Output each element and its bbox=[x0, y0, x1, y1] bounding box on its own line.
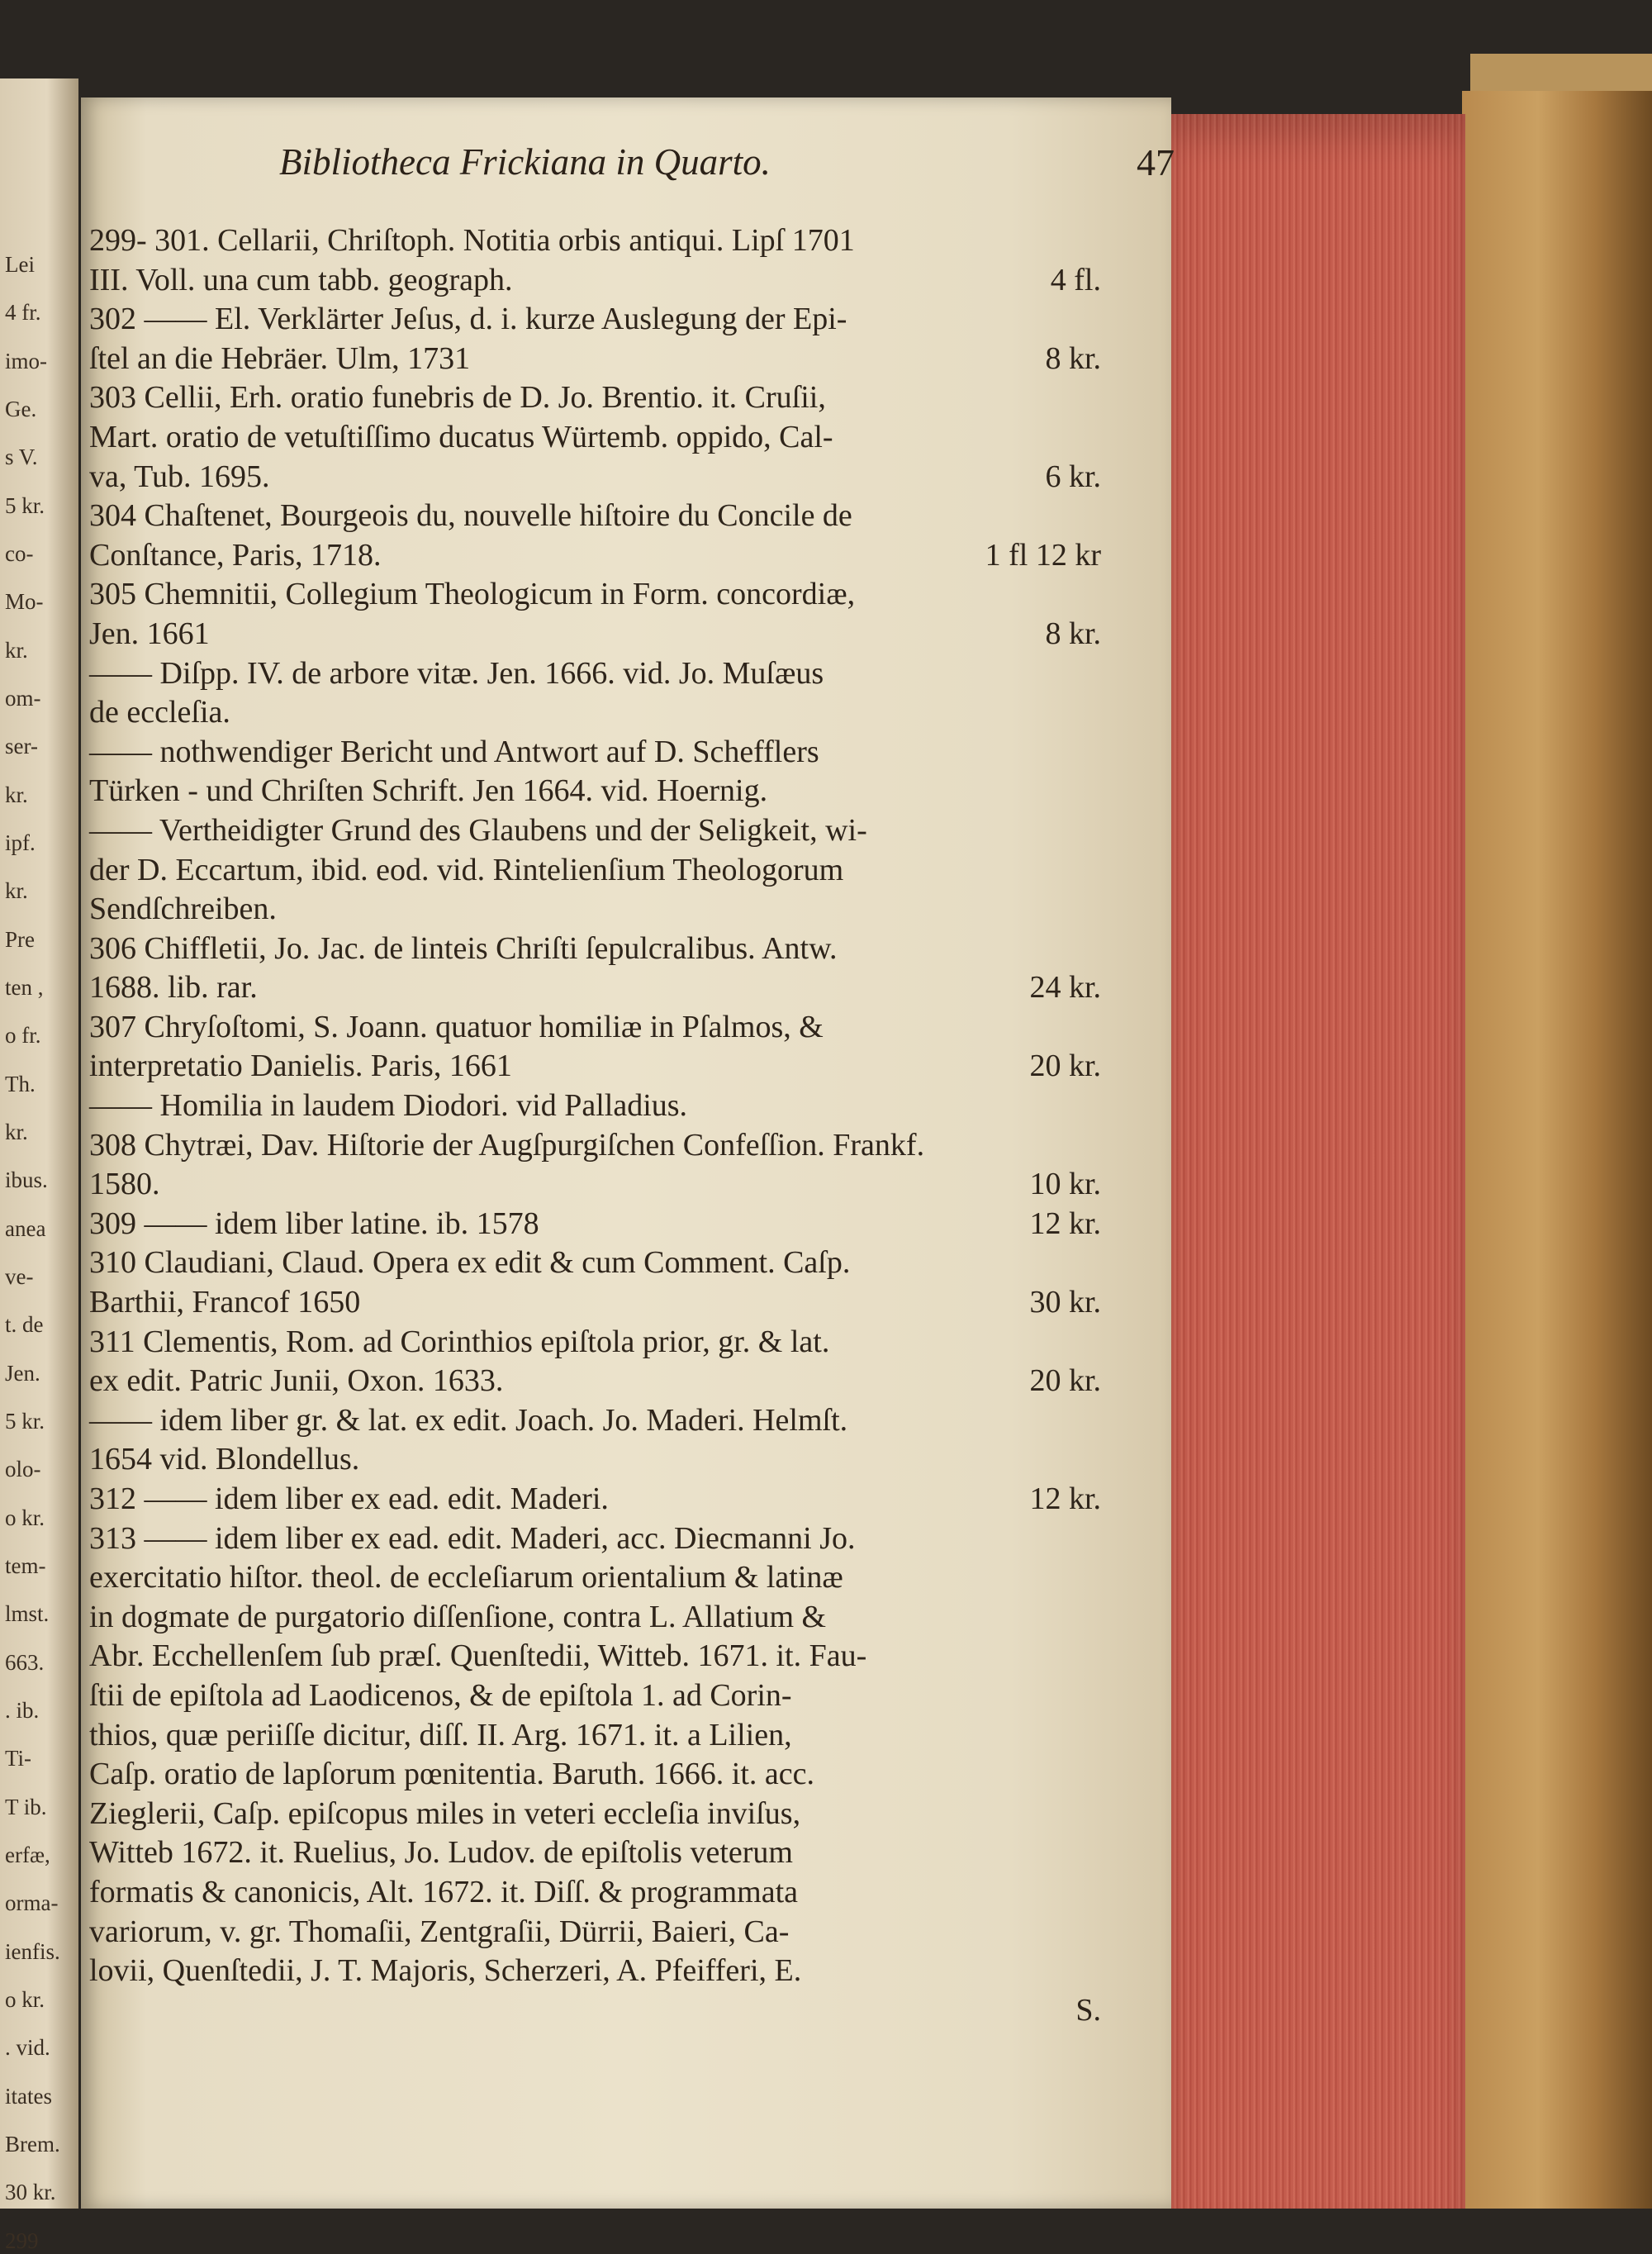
catalog-line bbox=[89, 340, 1101, 379]
margin-fragment: o fr. bbox=[5, 1023, 41, 1049]
catalog-line bbox=[89, 851, 1101, 891]
catalog-line bbox=[89, 693, 1101, 733]
margin-fragment: olo- bbox=[5, 1457, 41, 1482]
catalog-line bbox=[89, 1205, 1101, 1244]
margin-fragment: 30 kr. bbox=[5, 2180, 56, 2205]
catalog-line bbox=[89, 221, 1101, 261]
catalog-line bbox=[89, 811, 1101, 851]
margin-fragment: orma- bbox=[5, 1890, 59, 1916]
line-text: Abr. Ecchellenſem ſub præſ. Quenſtedii, Witteb. 1671. it. Fau- bbox=[89, 1638, 867, 1674]
line-text: 310 Claudiani, Claud. Opera ex edit & cum Comment. Caſp. bbox=[89, 1245, 851, 1281]
catalog-line bbox=[89, 458, 1101, 497]
page-number: 47 bbox=[1137, 141, 1175, 183]
line-text: —— Diſpp. IV. de arbore vitæ. Jen. 1666. vid. Jo. Muſæus bbox=[89, 655, 824, 691]
margin-fragment: Ti- bbox=[5, 1746, 32, 1771]
line-text: ex edit. Patric Junii, Oxon. 1633. bbox=[89, 1363, 504, 1399]
header-title: Bibliotheca Frickiana in Quarto. bbox=[279, 141, 771, 183]
catalog-line bbox=[89, 1087, 1101, 1126]
catalog-line bbox=[89, 1362, 1101, 1401]
margin-fragment: erfæ, bbox=[5, 1843, 50, 1867]
catalog-line bbox=[89, 536, 1101, 576]
margin-fragment: kr. bbox=[5, 1120, 28, 1144]
line-text: lovii, Quenſtedii, J. T. Majoris, Scherzeri, A. Pfeifferi, E. bbox=[89, 1953, 802, 1989]
line-text: exercitatio hiſtor. theol. de eccleſiarum orientalium & latinæ bbox=[89, 1560, 843, 1595]
book-binding bbox=[1462, 91, 1652, 2209]
line-text: —— idem liber gr. & lat. ex edit. Joach. Jo. Maderi. Helmſt. bbox=[89, 1402, 848, 1438]
margin-fragment: itates bbox=[5, 2083, 52, 2109]
margin-fragment: Jen. bbox=[5, 1360, 40, 1386]
catalog-line bbox=[89, 261, 1101, 301]
line-price: 8 kr. bbox=[1045, 616, 1101, 651]
margin-fragment: Brem. bbox=[5, 2132, 60, 2157]
line-text: 311 Clementis, Rom. ad Corinthios epiſtola prior, gr. & lat. bbox=[89, 1324, 830, 1359]
line-price: 30 kr. bbox=[1029, 1285, 1101, 1320]
line-text: Jen. 1661 bbox=[89, 616, 210, 651]
margin-fragment: kr. bbox=[5, 878, 28, 904]
margin-fragment: o kr. bbox=[5, 1505, 45, 1530]
catalog-line bbox=[89, 1519, 1101, 1559]
catalog-line bbox=[89, 1952, 1101, 1991]
facing-page-fragment bbox=[0, 78, 78, 2253]
line-text: Türken - und Chriſten Schrift. Jen 1664. vid. Hoernig. bbox=[89, 773, 768, 809]
catalog-line bbox=[89, 1598, 1101, 1638]
line-text: thios, quæ periiſſe dicitur, diſſ. II. Arg. 1671. it. a Lilien, bbox=[89, 1717, 792, 1752]
page-edges bbox=[1166, 114, 1465, 2209]
catalog-line bbox=[89, 1637, 1101, 1676]
margin-fragment: Ge. bbox=[5, 397, 37, 421]
catalog-line bbox=[89, 1047, 1101, 1087]
margin-fragment: kr. bbox=[5, 782, 28, 807]
catalog-line bbox=[89, 1401, 1101, 1441]
catalog-line bbox=[89, 1755, 1101, 1795]
line-price: 20 kr. bbox=[1029, 1363, 1101, 1399]
margin-fragment: imo- bbox=[5, 348, 47, 373]
margin-fragment: co- bbox=[5, 541, 34, 566]
line-text: ſtel an die Hebräer. Ulm, 1731 bbox=[89, 340, 471, 376]
catalog-entries bbox=[89, 221, 1101, 2030]
margin-fragment: ser- bbox=[5, 734, 38, 759]
catalog-line bbox=[89, 378, 1101, 418]
margin-fragment: Lei bbox=[5, 252, 35, 277]
line-text: 1654 vid. Blondellus. bbox=[89, 1442, 360, 1477]
line-text: interpretatio Danielis. Paris, 1661 bbox=[89, 1049, 512, 1084]
margin-fragment: Th. bbox=[5, 1071, 36, 1096]
line-text: —— nothwendiger Bericht und Antwort auf D. Schefflers bbox=[89, 734, 819, 769]
margin-fragment: lmst. bbox=[5, 1601, 50, 1627]
line-text: 308 Chytræi, Dav. Hiſtorie der Augſpurgiſchen Confeſſion. Frankf. bbox=[89, 1127, 925, 1163]
line-text: 312 —— idem liber ex ead. edit. Maderi. bbox=[89, 1481, 609, 1516]
line-text: Caſp. oratio de lapſorum pœnitentia. Baruth. 1666. it. acc. bbox=[89, 1757, 815, 1792]
catalog-line bbox=[89, 1165, 1101, 1205]
line-text: Mart. oratio de vetuſtiſſimo ducatus Würtemb. oppido, Cal- bbox=[89, 419, 833, 454]
line-text: 313 —— idem liber ex ead. edit. Maderi, acc. Diecmanni Jo. bbox=[89, 1520, 856, 1556]
catalog-line bbox=[89, 1873, 1101, 1913]
line-text: III. Voll. una cum tabb. geograph. bbox=[89, 262, 513, 297]
catalog-line bbox=[89, 1440, 1101, 1480]
line-text: 306 Chiffletii, Jo. Jac. de linteis Chriſti ſepulcralibus. Antw. bbox=[89, 930, 838, 966]
line-text: 305 Chemnitii, Collegium Theologicum in Form. concordiæ, bbox=[89, 577, 856, 612]
catalog-line bbox=[89, 1833, 1101, 1873]
catalog-line bbox=[89, 1716, 1101, 1756]
line-text: formatis & canonicis, Alt. 1672. it. Diſſ. & programmata bbox=[89, 1874, 799, 1909]
line-text: 303 Cellii, Erh. oratio funebris de D. Jo. Brentio. it. Cruſii, bbox=[89, 380, 826, 416]
line-price: 10 kr. bbox=[1029, 1167, 1101, 1202]
line-price: 12 kr. bbox=[1029, 1205, 1101, 1241]
catalog-line bbox=[89, 968, 1101, 1008]
margin-fragment: t. de bbox=[5, 1312, 44, 1338]
catalog-line bbox=[89, 1676, 1101, 1716]
margin-fragment: ipf. bbox=[5, 830, 36, 855]
catalog-line bbox=[89, 1283, 1101, 1323]
catalog-line bbox=[89, 930, 1101, 969]
catalog-line bbox=[89, 1323, 1101, 1362]
margin-fragment: kr. bbox=[5, 637, 28, 663]
catalog-line bbox=[89, 1913, 1101, 1952]
running-header bbox=[279, 140, 1180, 183]
margin-fragment: ibus. bbox=[5, 1167, 48, 1193]
line-text: 302 —— El. Verklärter Jeſus, d. i. kurze Auslegung der Epi- bbox=[89, 302, 847, 337]
line-text: Conſtance, Paris, 1718. bbox=[89, 537, 382, 573]
line-text: 307 Chryſoſtomi, S. Joann. quatuor homiliæ in Pſalmos, & bbox=[89, 1009, 824, 1044]
line-price: 4 fl. bbox=[1050, 262, 1101, 297]
line-text: de eccleſia. bbox=[89, 695, 230, 730]
margin-fragment: T ib. bbox=[5, 1794, 47, 1819]
line-text: in dogmate de purgatorio diſſenſione, contra L. Allatium & bbox=[89, 1599, 827, 1634]
line-text: der D. Eccartum, ibid. eod. vid. Rintelienſium Theologorum bbox=[89, 852, 844, 887]
line-price: 24 kr. bbox=[1029, 970, 1101, 1006]
catalog-line bbox=[89, 615, 1101, 654]
catalog-line bbox=[89, 1126, 1101, 1166]
margin-fragment: 5 kr. bbox=[5, 492, 45, 518]
cover-top bbox=[1470, 54, 1652, 95]
line-text: 299- 301. Cellarii, Chriſtoph. Notitia orbis antiqui. Lipſ 1701 bbox=[89, 223, 855, 258]
margin-fragment: s V. bbox=[5, 445, 38, 470]
margin-fragment: tem- bbox=[5, 1553, 46, 1578]
catalog-line bbox=[89, 575, 1101, 615]
line-text: ſtii de epiſtola ad Laodicenos, & de epiſtola 1. ad Corin- bbox=[89, 1677, 792, 1713]
catalog-line bbox=[89, 1795, 1101, 1834]
margin-fragment: . vid. bbox=[5, 2035, 50, 2061]
margin-fragment: . ib. bbox=[5, 1698, 40, 1723]
margin-fragment: 299 bbox=[5, 2228, 39, 2253]
line-price: 8 kr. bbox=[1045, 340, 1101, 376]
line-price: S. bbox=[1075, 1992, 1101, 2028]
margin-fragment: ienfis. bbox=[5, 1938, 60, 1964]
catalog-line bbox=[89, 1244, 1101, 1283]
catalog-line bbox=[89, 772, 1101, 811]
catalog-line bbox=[89, 890, 1101, 930]
margin-fragment: anea bbox=[5, 1215, 46, 1241]
catalog-line bbox=[89, 654, 1101, 694]
catalog-line bbox=[89, 733, 1101, 773]
catalog-line bbox=[89, 300, 1101, 340]
line-text: 1580. bbox=[89, 1167, 160, 1202]
line-text: 1688. lib. rar. bbox=[89, 970, 258, 1006]
margin-fragment: ve- bbox=[5, 1264, 34, 1289]
line-price: 12 kr. bbox=[1029, 1481, 1101, 1516]
line-text: Sendſchreiben. bbox=[89, 892, 277, 927]
book-page bbox=[81, 97, 1175, 2209]
line-text: —— Vertheidigter Grund des Glaubens und der Seligkeit, wi- bbox=[89, 812, 867, 848]
catalog-line bbox=[89, 1558, 1101, 1598]
line-text: 304 Chaſtenet, Bourgeois du, nouvelle hiſtoire du Concile de bbox=[89, 498, 852, 534]
margin-fragment: 5 kr. bbox=[5, 1409, 45, 1434]
line-price: 6 kr. bbox=[1045, 459, 1101, 494]
line-text: Barthii, Francof 1650 bbox=[89, 1285, 361, 1320]
line-price: 20 kr. bbox=[1029, 1049, 1101, 1084]
line-price: 1 fl 12 kr bbox=[985, 537, 1101, 573]
margin-fragment: om- bbox=[5, 686, 41, 711]
catalog-line bbox=[89, 497, 1101, 536]
margin-fragment: Pre bbox=[5, 926, 35, 952]
catalog-line bbox=[89, 418, 1101, 458]
catalog-line bbox=[89, 1008, 1101, 1048]
margin-fragment: o kr. bbox=[5, 1987, 45, 2012]
margin-fragment: 663. bbox=[5, 1649, 45, 1675]
line-text: Zieglerii, Caſp. epiſcopus miles in veteri eccleſia inviſus, bbox=[89, 1795, 801, 1831]
margin-fragment: Mo- bbox=[5, 589, 44, 615]
margin-fragment: 4 fr. bbox=[5, 300, 41, 326]
catalog-line bbox=[89, 1991, 1101, 2031]
catalog-line bbox=[89, 1480, 1101, 1519]
line-text: —— Homilia in laudem Diodori. vid Palladius. bbox=[89, 1088, 688, 1124]
line-text: Witteb 1672. it. Ruelius, Jo. Ludov. de epiſtolis veterum bbox=[89, 1835, 793, 1871]
margin-fragment: ten , bbox=[5, 975, 44, 1000]
line-text: variorum, v. gr. Thomaſii, Zentgraſii, Dürrii, Baieri, Ca- bbox=[89, 1914, 790, 1949]
line-text: 309 —— idem liber latine. ib. 1578 bbox=[89, 1205, 539, 1241]
line-text: va, Tub. 1695. bbox=[89, 459, 270, 494]
